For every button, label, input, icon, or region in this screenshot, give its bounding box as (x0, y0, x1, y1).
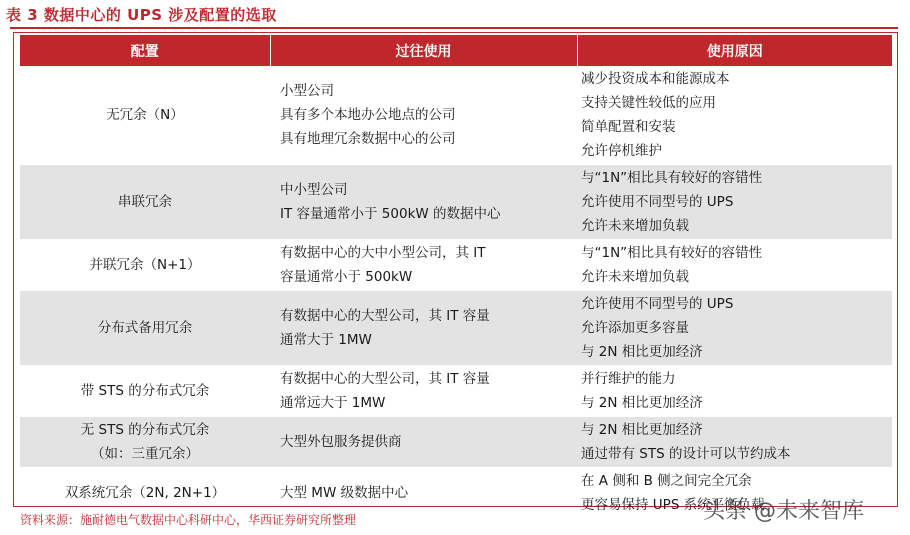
usage-cell (270, 165, 577, 240)
header-reason: 使用原因 (577, 35, 892, 66)
config-text: 并联冗余（N+1） (89, 257, 201, 273)
reason-text: 更容易保持 UPS 系统平衡负载 (581, 497, 765, 513)
config-cell (20, 240, 270, 291)
usage-text: 大型外包服务提供商 (280, 434, 402, 450)
reason-text: 简单配置和安装 (581, 119, 676, 135)
reason-text: 与 2N 相比更加经济 (581, 344, 703, 360)
config-cell (20, 165, 270, 240)
reason-text: 支持关键性较低的应用 (581, 95, 716, 111)
config-text: 分布式备用冗余 (97, 320, 193, 336)
title-divider (10, 27, 898, 29)
reason-cell (577, 240, 892, 291)
reason-text: 并行维护的能力 (581, 371, 676, 387)
reason-text: 通过带有 STS 的设计可以节约成本 (581, 446, 791, 462)
reason-text: 与“1N”相比具有较好的容错性 (581, 170, 763, 186)
reason-text: 与 2N 相比更加经济 (581, 395, 703, 411)
config-text: （如：三重冗余） (91, 446, 199, 462)
table-title: 表 3 数据中心的 UPS 涉及配置的选取 (6, 6, 277, 24)
reason-cell (577, 291, 892, 366)
usage-cell (270, 366, 577, 417)
table-row (20, 66, 892, 165)
table-row (20, 240, 892, 291)
config-cell (20, 291, 270, 366)
config-text: 串联冗余 (118, 194, 172, 210)
reason-text: 与 2N 相比更加经济 (581, 422, 703, 438)
usage-text: 通常远大于 1MW (280, 395, 386, 411)
config-cell (20, 66, 270, 165)
usage-text: 容量通常小于 500kW (280, 269, 413, 285)
config-cell (20, 417, 270, 468)
usage-text: 小型公司 (280, 83, 334, 99)
reason-cell (577, 66, 892, 165)
usage-text: 具有多个本地办公地点的公司 (280, 107, 456, 123)
reason-text: 允许未来增加负载 (581, 218, 689, 234)
table-row (20, 291, 892, 366)
table-row (20, 366, 892, 417)
reason-text: 与“1N”相比具有较好的容错性 (581, 245, 763, 261)
usage-text: 有数据中心的大中小型公司，其 IT (280, 245, 486, 261)
table-row (20, 165, 892, 240)
usage-text: 中小型公司 (280, 182, 348, 198)
reason-cell (577, 366, 892, 417)
usage-cell (270, 291, 577, 366)
usage-text: IT 容量通常小于 500kW 的数据中心 (280, 206, 501, 222)
reason-cell (577, 417, 892, 468)
usage-text: 有数据中心的大型公司，其 IT 容量 (280, 371, 490, 387)
watermark: 头条 @未来智库 (703, 499, 864, 524)
config-cell (20, 366, 270, 417)
usage-cell (270, 417, 577, 468)
reason-text: 允许添加更多容量 (581, 320, 689, 336)
usage-cell (270, 240, 577, 291)
ups-config-table (20, 35, 892, 519)
source-note: 资料来源：施耐德电气数据中心科研中心，华西证券研究所整理 (20, 513, 357, 527)
config-text: 双系统冗余（2N, 2N+1） (64, 485, 226, 501)
reason-text: 允许使用不同型号的 UPS (581, 194, 734, 210)
usage-cell (270, 66, 577, 165)
reason-text: 允许未来增加负载 (581, 269, 689, 285)
reason-text: 允许停机维护 (581, 143, 662, 159)
config-text: 带 STS 的分布式冗余 (80, 383, 210, 399)
table-row (20, 417, 892, 468)
header-row (20, 35, 892, 66)
usage-text: 具有地理冗余数据中心的公司 (280, 131, 456, 147)
reason-text: 允许使用不同型号的 UPS (581, 296, 734, 312)
usage-text: 有数据中心的大型公司，其 IT 容量 (280, 308, 490, 324)
config-text: 无 STS 的分布式冗余 (80, 422, 210, 438)
usage-text: 通常大于 1MW (280, 332, 372, 348)
config-text: 无冗余（N） (106, 107, 184, 123)
header-config: 配置 (20, 35, 270, 66)
reason-cell (577, 165, 892, 240)
reason-text: 减少投资成本和能源成本 (581, 71, 730, 87)
reason-text: 在 A 侧和 B 侧之间完全冗余 (581, 473, 752, 489)
usage-text: 大型 MW 级数据中心 (280, 485, 409, 501)
header-usage: 过往使用 (270, 35, 577, 66)
